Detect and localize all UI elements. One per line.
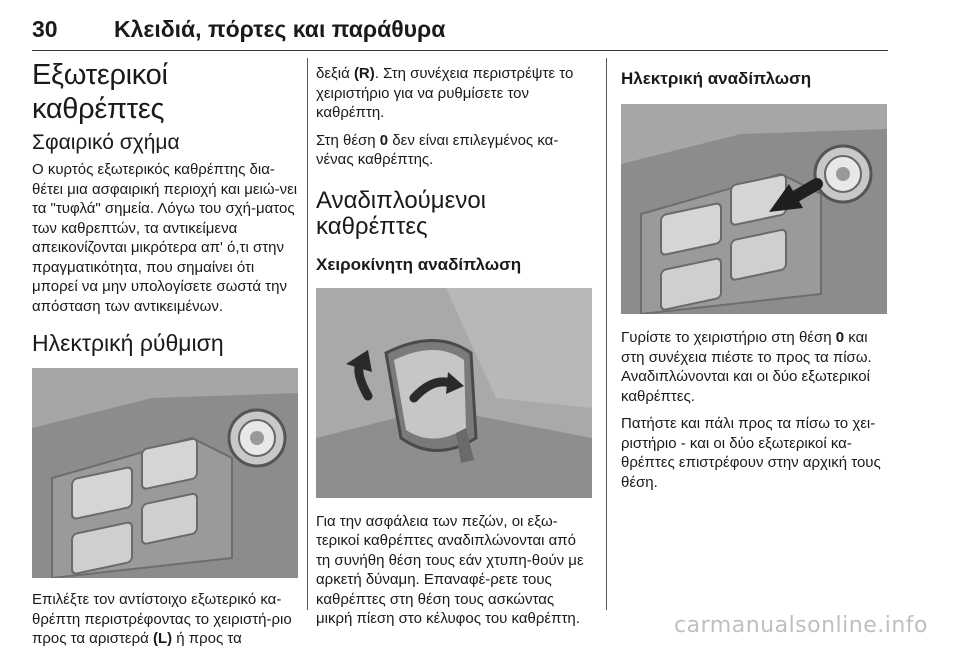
adjust-continuation-text: δεξιά (R). Στη συνέχεια περιστρέψτε το χειριστήριο για να ρυθμίσετε τον καθρέπτη.	[316, 65, 574, 121]
position-zero-text: Στη θέση 0 δεν είναι επιλεγμένος κα-νένας καθρέπτης.	[316, 131, 559, 168]
column-1	[32, 52, 300, 657]
spherical-heading: Σφαιρικό σχήμα	[32, 131, 180, 154]
switch-panel-icon	[32, 368, 298, 578]
page-number: 30	[32, 16, 58, 42]
spherical-text: Ο κυρτός εξωτερικός καθρέπτης δια-θέτει μια ασφαιρική περιοχή και μειώ-νει τα "τυφλά" σημεία. Λόγω του σχή-ματος των καθρεπτών, τα αντικείμενα απεικονίζονται μικρότερα απ' ό,τι στην πραγματικότητα, που σημαίνει ότι μπορεί να μην υπολογίσετε σωστά την απόσταση των αντικειμένων.	[32, 161, 298, 315]
electric-adjust-heading: Ηλεκτρική ρύθμιση	[32, 330, 224, 356]
manual-folding-heading: Χειροκίνητη αναδίπλωση	[316, 254, 522, 274]
manual-folding-caption: Για την ασφάλεια των πεζών, οι εξω-τερικοί καθρέπτες αναδιπλώνονται από τη συνήθη θέση τους εάν χτυπη-θούν με αρκετή δύναμη. Επαναφέ-ρετε τους καθρέπτες στη θέση τους ασκώντας μικρή πίεση στο κέλυφος του καθρέπτη.	[316, 512, 584, 627]
column-divider-1	[307, 58, 308, 610]
column-2	[316, 52, 594, 637]
electric-folding-heading: Ηλεκτρική αναδίπλωση	[621, 69, 812, 88]
electric-folding-illustration	[621, 104, 887, 314]
section-title: Εξωτερικοί καθρέπτες	[32, 59, 168, 125]
chapter-title: Κλειδιά, πόρτες και παράθυρα	[114, 16, 446, 42]
folding-mirrors-heading: Αναδιπλούμενοι καθρέπτες	[316, 186, 487, 240]
mirror-fold-icon	[316, 288, 592, 498]
column-3	[621, 52, 889, 500]
mirror-control-illustration	[32, 368, 298, 578]
manual-folding-illustration	[316, 288, 592, 498]
page-header	[32, 10, 888, 51]
switch-panel-arrow-icon	[621, 104, 887, 314]
electric-folding-text-2: Πατήστε και πάλι προς τα πίσω το χει-ριστήριο - και οι δύο εξωτερικοί κα-θρέπτες επιστρέφουν στην αρχική τους θέση.	[621, 415, 881, 491]
electric-adjust-caption: Επιλέξτε τον αντίστοιχο εξωτερικό κα-θρέπτη περιστρέφοντας το χειριστή-ριο προς τα αριστερά (L) ή προς τα	[32, 591, 292, 647]
electric-folding-text-1: Γυρίστε το χειριστήριο στη θέση 0 και στη συνέχεια πιέστε το προς τα πίσω. Αναδιπλώνονται και οι δύο εξωτερικοί καθρέπτες.	[621, 329, 872, 405]
column-divider-2	[606, 58, 607, 610]
watermark: carmanualsonline.info	[674, 613, 928, 638]
